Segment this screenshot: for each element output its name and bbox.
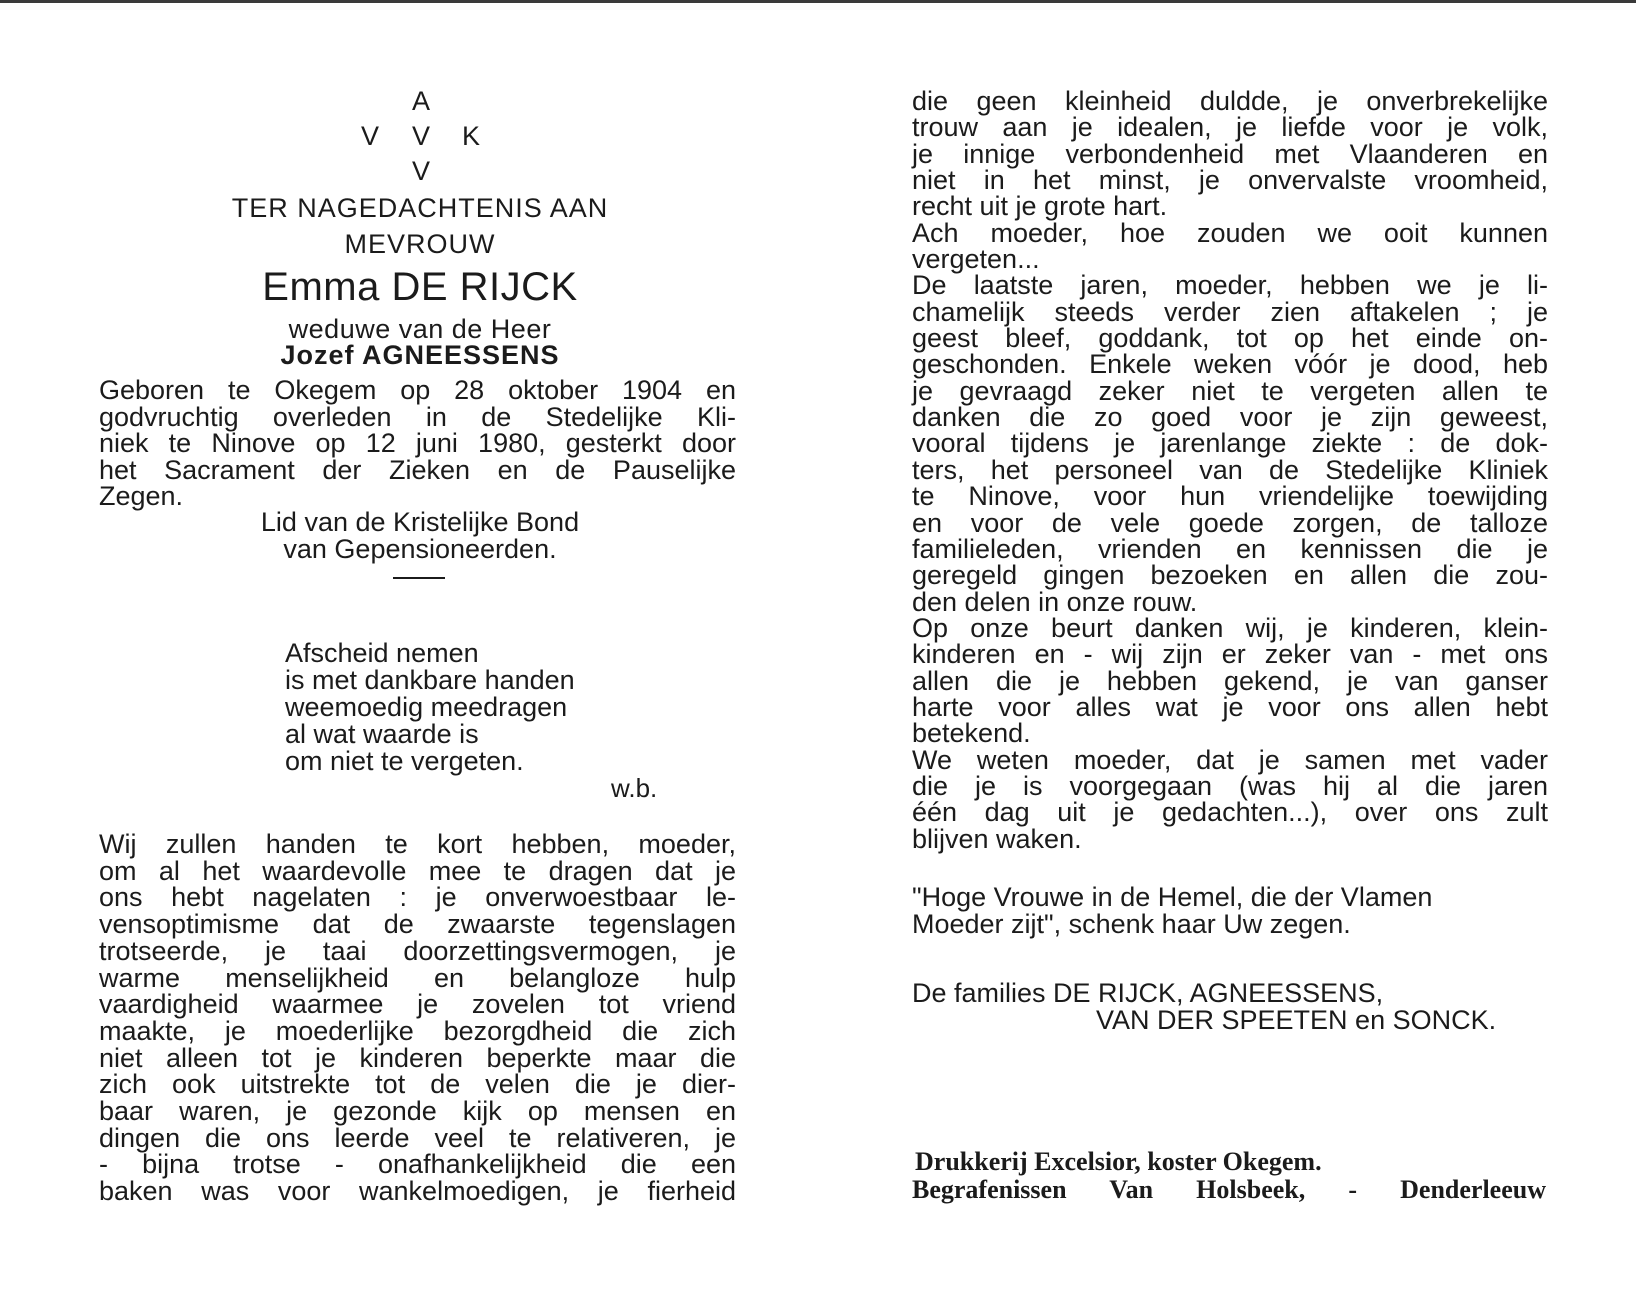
body-line: niet alleen tot je kinderen beperkte maar die	[99, 1042, 736, 1073]
cross-center-letter: V	[411, 121, 430, 151]
body-line: vaardigheid waarmee je zovelen tot vriend	[99, 989, 736, 1020]
body-line: chamelijk steeds verder zien aftakelen ; je	[912, 296, 1548, 327]
body-line: dingen die ons leerde veel te relativeren, je	[99, 1122, 736, 1153]
poem	[285, 640, 575, 775]
prayer-line: Moeder zijt", schenk haar Uw zegen.	[912, 908, 1351, 939]
body-line: allen die je hebben gekend, je van ganser	[912, 665, 1548, 696]
poem-line: al wat waarde is	[285, 719, 479, 749]
body-line: je gevraagd zeker niet te vergeten allen te	[912, 375, 1548, 406]
printer-line: Drukkerij Excelsior, koster Okegem.	[915, 1147, 1322, 1176]
poem-author: w.b.	[611, 773, 658, 803]
body-line: warme menselijkheid en belangloze hulp	[99, 962, 736, 993]
families-line-1: De families DE RIJCK, AGNEESSENS,	[912, 978, 1384, 1008]
body-line: familieleden, vrienden en kennissen die je	[912, 533, 1548, 564]
body-line: We weten moeder, dat je samen met vader	[912, 744, 1548, 775]
funeral-home-text: Begrafenissen Van Holsbeek, - Denderleeuw	[912, 1175, 1546, 1204]
body-line: zich ook uitstrekte tot de velen die je dier-	[99, 1069, 736, 1100]
funeral-home-line	[912, 1175, 1546, 1205]
body-line: te Ninove, voor hun vriendelijke toewijding	[912, 481, 1548, 512]
separator-dash	[393, 577, 445, 579]
birth-death-line: godvruchtig overleden in de Stedelijke Kli-	[99, 401, 736, 432]
widow-line: weduwe van de Heer	[288, 314, 552, 344]
body-line: blijven waken.	[912, 823, 1082, 854]
body-line: die geen kleinheid duldde, je onverbrekelijke	[912, 86, 1548, 116]
body-line: om al het waardevolle mee te dragen dat je	[99, 855, 736, 886]
poem-line: Afscheid nemen	[285, 638, 479, 668]
top-border-line	[0, 0, 1636, 3]
membership	[160, 509, 680, 563]
membership-line: Lid van de Kristelijke Bond	[260, 507, 580, 537]
body-line: betekend.	[912, 718, 1031, 749]
body-line: niet in het minst, je onvervalste vroomheid,	[912, 165, 1548, 196]
body-line: Ach moeder, hoe zouden we ooit kunnen	[912, 217, 1548, 248]
cross-left-letter: V	[360, 121, 379, 151]
body-line: baar waren, je gezonde kijk op mensen en	[99, 1096, 736, 1127]
body-line: den delen in onze rouw.	[912, 586, 1198, 617]
body-line: ters, het personeel van de Stedelijke Kliniek	[912, 454, 1548, 485]
body-line: vergeten...	[912, 244, 1040, 275]
cross-right-letter: K	[461, 121, 480, 151]
body-line: trotseerde, je taai doorzettingsvermogen, je	[99, 935, 736, 966]
deceased-name: Emma DE RIJCK	[262, 265, 578, 309]
poem-line: om niet te vergeten.	[285, 746, 524, 776]
body-line: maakte, je moederlijke bezorgdheid die zich	[99, 1015, 736, 1046]
poem-line: weemoedig meedragen	[285, 692, 568, 722]
body-line: ons hebt nagelaten : je onverwoestbaar le-	[99, 882, 736, 913]
body-line: en voor de vele goede zorgen, de talloze	[912, 507, 1548, 538]
body-line: - bijna trotse - onafhankelijkheid die een	[99, 1149, 736, 1180]
body-line: die je is voorgegaan (was hij al die jaren	[912, 770, 1548, 801]
membership-line: van Gepensioneerden.	[283, 534, 557, 564]
body-line: recht uit je grote hart.	[912, 191, 1168, 222]
body-line: vooral tijdens je jarenlange ziekte : de dok-	[912, 428, 1548, 459]
body-line: Wij zullen handen te kort hebben, moeder,	[99, 829, 736, 859]
prayer-line: "Hoge Vrouwe in de Hemel, die der Vlamen	[912, 882, 1433, 912]
cross-top-letter: A	[411, 86, 430, 116]
birth-death-line: niek te Ninove op 12 juni 1980, gesterkt door	[99, 428, 736, 458]
body-line: harte voor alles wat je voor ons allen hebt	[912, 691, 1548, 722]
memorial-salutation: MEVROUW	[344, 229, 496, 259]
prayer	[912, 884, 1548, 937]
body-line: Op onze beurt danken wij, je kinderen, klein-	[912, 612, 1548, 643]
families-line-2: VAN DER SPEETEN en SONCK.	[1096, 1005, 1497, 1035]
right-body-text	[912, 88, 1548, 852]
left-body-text	[99, 831, 736, 1205]
body-line: geschonden. Enkele weken vóór je dood, heb	[912, 349, 1548, 380]
body-line: vensoptimisme dat de zwaarste tegenslagen	[99, 909, 736, 940]
body-line: baken was voor wankelmoedigen, je fierheid	[99, 1176, 736, 1207]
poem-line: is met dankbare handen	[285, 665, 575, 695]
body-line: geest bleef, goddank, tot op het einde on-	[912, 323, 1548, 354]
husband-name: Jozef AGNEESSENS	[280, 340, 560, 370]
memorial-heading: TER NAGEDACHTENIS AAN	[231, 193, 609, 223]
body-line: kinderen en - wij zijn er zeker van - met ons	[912, 639, 1548, 670]
body-line: trouw aan je idealen, je liefde voor je volk,	[912, 112, 1548, 143]
body-line: één dag uit je gedachten...), over ons zult	[912, 797, 1548, 828]
body-line: danken die zo goed voor je zijn geweest,	[912, 402, 1548, 433]
birth-death-line: Zegen.	[99, 481, 184, 511]
body-line: je innige verbondenheid met Vlaanderen en	[912, 138, 1548, 169]
cross-bottom-letter: V	[411, 156, 430, 186]
body-line: De laatste jaren, moeder, hebben we je li-	[912, 270, 1548, 301]
birth-death-line: het Sacrament der Zieken en de Pauselijke	[99, 454, 736, 485]
birth-death-line: Geboren te Okegem op 28 oktober 1904 en	[99, 375, 736, 405]
birth-death-paragraph	[99, 377, 736, 510]
body-line: geregeld gingen bezoeken en allen die zou-	[912, 560, 1548, 591]
